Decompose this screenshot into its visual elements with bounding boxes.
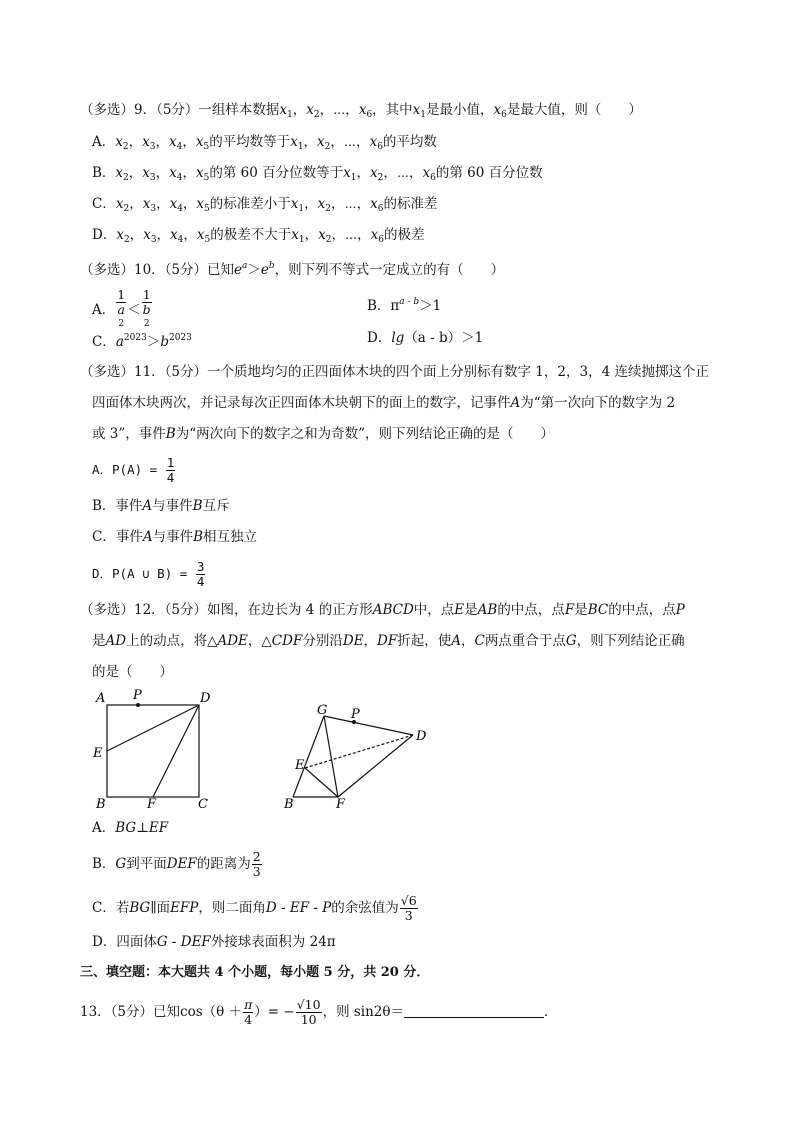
q9-stem: （多选）9．（5分）一组样本数据$x_1$，$x_2$，⋯，$x_6$，其中$x_1$是最小值，$x_6$是最大值，则（ ） xyxy=(80,102,642,120)
q12-option-a[interactable] xyxy=(92,818,168,838)
q12-figure-square xyxy=(88,686,218,812)
q11-b-mid: 与事件 xyxy=(152,498,193,514)
q12-a-expr: BG⊥EF xyxy=(115,820,169,836)
q11-c-end: 相互独立 xyxy=(203,529,258,545)
q10-b-label: B．π xyxy=(367,298,400,314)
q10-a-frac1: 1 a $^2$ xyxy=(117,287,126,329)
q12-line2h: 两点重合于点 xyxy=(484,633,566,649)
fig2-label-g: G xyxy=(317,703,328,718)
q13-answer-blank[interactable] xyxy=(404,1003,544,1018)
fig1-label-d: D xyxy=(200,691,211,706)
q10-option-a[interactable]: A． 1 a $^2$＜ 1 b $^2$ xyxy=(92,288,153,333)
q12-c-mid2: ，则二面角 xyxy=(198,900,266,916)
q9-d-label: D． xyxy=(92,227,117,243)
q11-b-end: 互斥 xyxy=(202,498,230,514)
q12-b-num: 2 xyxy=(252,849,261,864)
q11-c-label: C．事件 xyxy=(92,529,143,545)
q9-d-end: 的极差 xyxy=(384,227,425,243)
q9-a-label: A． xyxy=(92,134,116,150)
q11-a-num: 1 xyxy=(166,455,175,470)
fig2-label-b: B xyxy=(284,797,294,812)
q9-option-d[interactable]: D．$x_2$，$x_3$，$x_4$，$x_5$的极差不大于$x_1$，$x_2$，⋯，$x_6$的极差 xyxy=(92,227,425,245)
q10-b-exp: a - b xyxy=(399,297,420,307)
q11-option-d[interactable] xyxy=(92,556,206,592)
q9-a-mid: 的平均数等于 xyxy=(209,134,291,150)
q12-b-frac xyxy=(252,850,262,879)
q12-line2: 是AD上的动点，将△ADE，△CDF分别沿DE，DF折起，使A，C两点重合于点G，则下列结论正确 xyxy=(92,633,685,649)
q13-four: 4 xyxy=(244,1012,253,1027)
q13-tag: 13．（5分）已知cos（θ ＋ xyxy=(80,1004,243,1020)
q11-d-frac xyxy=(196,560,206,589)
q11-line1: （多选）11．（5分）一个质地均匀的正四面体木块的四个面上分别标有数字 1，2，3，4 连续抛掷这个正 xyxy=(80,364,709,380)
q11-d-num: 3 xyxy=(196,559,205,574)
q10-c-label: C． xyxy=(92,334,116,350)
q13-stem xyxy=(80,994,558,1030)
fig1-label-c: C xyxy=(198,797,208,812)
q11-c-mid: 与事件 xyxy=(152,529,194,545)
q12-c-num: √6 xyxy=(400,893,417,908)
q11-line3a: 或 3”，事件 xyxy=(92,426,166,442)
q10-option-c[interactable]: C．$a^{2023}>b^{2023}$ xyxy=(92,333,192,350)
q9-min-text: 是最小值， xyxy=(426,102,494,118)
q11-line3b: 为“两次向下的数字之和为奇数”，则下列结论正确的是（ ） xyxy=(175,426,555,442)
q12-line1e: 是 xyxy=(574,602,588,618)
q10-b-end: ＞1 xyxy=(419,298,442,314)
q11-option-c[interactable]: C．事件A与事件B相互独立 xyxy=(92,529,258,545)
q9-tag: （多选）9．（5分）一组样本数据 xyxy=(80,102,280,118)
q9-b-mid: 的第 60 百分位数等于 xyxy=(209,165,344,181)
q10-cond-end: ，则下列不等式一定成立的有（ ） xyxy=(274,262,505,278)
q11-a-den: 4 xyxy=(166,470,175,485)
q12-c-label: C．若 xyxy=(92,900,130,916)
q9-tail: ，其中 xyxy=(372,102,413,118)
q13-ask: ，则 sin2θ＝ xyxy=(322,1004,405,1020)
q12-line1d: 的中点，点 xyxy=(497,602,565,618)
fig1-label-e: E xyxy=(93,746,103,761)
q9-c-end: 的标准差 xyxy=(383,196,438,212)
q11-option-a[interactable] xyxy=(92,452,176,488)
q11-line2: 四面体木块两次，并记录每次正四面体木块朝下的面上的数字，记事件A为“第一次向下的数字为 2 xyxy=(92,395,676,411)
q11-a-label: A．P(A) = xyxy=(92,462,158,477)
q12-c-mid1: ∥面 xyxy=(150,900,171,916)
q12-line1c: 是 xyxy=(464,602,478,618)
q12-line1b: 中，点 xyxy=(413,602,455,618)
q10-a-label: A． xyxy=(92,302,116,318)
q13-end: ． xyxy=(544,1004,558,1020)
q12-option-c[interactable]: C．若BG∥面EFP，则二面角D - EF - P的余弦值为 $\frac{√6}{3}$ xyxy=(92,893,417,923)
q12-line2b: 上的动点，将△ xyxy=(126,633,218,649)
fig1-label-b: B xyxy=(96,797,106,812)
fig1-label-a: A xyxy=(96,691,106,706)
q12-d-label: D．四面体 xyxy=(92,934,157,950)
section-3-heading: 三、填空题：本大题共 4 个小题，每小题 5 分，共 20 分． xyxy=(80,965,430,980)
fig2-label-p: P xyxy=(351,707,360,722)
q9-option-c[interactable]: C．$x_2$，$x_3$，$x_4$，$x_5$的标准差小于$x_1$，$x_2$，⋯，$x_6$的标准差 xyxy=(92,196,438,214)
q11-d-label: D．P(A ∪ B) = xyxy=(92,566,188,581)
q13-close: ）= − xyxy=(254,1004,295,1020)
q12-b-end: 的距离为 xyxy=(196,856,251,872)
q12-option-d[interactable]: D．四面体G - DEF外接球表面积为 24π xyxy=(92,934,336,950)
q11-line2b: 为“第一次向下的数字为 2 xyxy=(520,395,676,411)
q13-value-frac xyxy=(296,998,322,1027)
q12-figure-tetrahedron xyxy=(278,698,438,814)
q12-d-end: 外接球表面积为 24π xyxy=(210,934,336,950)
q12-line1a: （多选）12．（5分）如图，在边长为 4 的正方形 xyxy=(80,602,373,618)
q9-d-mid: 的极差不大于 xyxy=(210,227,292,243)
q9-c-mid: 的标准差小于 xyxy=(209,196,291,212)
q12-line2a: 是 xyxy=(92,633,106,649)
q12-b-mid: 到平面 xyxy=(126,856,167,872)
q9-option-b[interactable]: B．$x_2$，$x_3$，$x_4$，$x_5$的第 60 百分位数等于$x_1$，$x_2$，⋯，$x_6$的第 60 百分位数 xyxy=(92,165,543,183)
q11-d-den: 4 xyxy=(196,574,205,589)
q11-option-b[interactable]: B．事件A与事件B互斥 xyxy=(92,498,230,514)
q9-b-label: B． xyxy=(92,165,116,181)
q11-line2a: 四面体木块两次，并记录每次正四面体木块朝下的面上的数字，记事件 xyxy=(92,395,511,411)
q12-line2e: ， xyxy=(363,633,378,649)
q10-stem: （多选）10．（5分）已知$e^a>e^b$，则下列不等式一定成立的有（ ） xyxy=(80,261,505,278)
q11-b-label: B．事件 xyxy=(92,498,143,514)
q12-line1f: 的中点，点 xyxy=(608,602,676,618)
q12-a-label: A． xyxy=(92,820,116,836)
q12-c-den: 3 xyxy=(404,908,413,923)
fig2-label-d: D xyxy=(416,729,427,744)
q10-c-exp-a: 2023 xyxy=(123,333,147,343)
q13-pi-frac xyxy=(243,998,253,1027)
q11-line3: 或 3”，事件B为“两次向下的数字之和为奇数”，则下列结论正确的是（ ） xyxy=(92,426,555,442)
q9-max-text: 是最大值，则（ ） xyxy=(506,102,642,118)
q12-line2g: ， xyxy=(460,633,475,649)
fig1-label-p: P xyxy=(133,688,142,703)
q9-a-end: 的平均数 xyxy=(382,134,437,150)
q12-c-frac xyxy=(400,894,418,923)
q12-line2c: ，△ xyxy=(247,633,272,649)
q10-tag: （多选）10．（5分）已知 xyxy=(80,262,235,278)
q12-line2d: 分别沿 xyxy=(302,633,343,649)
q13-den: 10 xyxy=(300,1012,317,1027)
q9-option-a[interactable]: A．$x_2$，$x_3$，$x_4$，$x_5$的平均数等于$x_1$，$x_2$，⋯，$x_6$的平均数 xyxy=(92,134,437,152)
fig2-label-f: F xyxy=(336,797,346,812)
q9-b-end: 的第 60 百分位数 xyxy=(435,165,543,181)
q12-b-label: B． xyxy=(92,856,116,872)
q10-option-b[interactable] xyxy=(367,292,441,316)
q13-pi: π xyxy=(244,997,253,1012)
q10-option-d[interactable] xyxy=(367,328,483,348)
fig2-label-e: E xyxy=(295,758,305,773)
q12-line2f: 折起，使 xyxy=(397,633,452,649)
q9-c-label: C． xyxy=(92,196,116,212)
q10-c-exp-b: 2023 xyxy=(168,333,192,343)
q11-a-frac xyxy=(166,456,176,485)
q10-d-lg: lg xyxy=(391,330,405,346)
fig1-label-f: F xyxy=(147,797,157,812)
q12-c-end: 的余弦值为 xyxy=(331,900,399,916)
q10-a-frac2: 1 b $^2$ xyxy=(142,287,151,329)
q10-d-label: D． xyxy=(367,330,392,346)
q12-line2i: ，则下列结论正确 xyxy=(576,633,685,649)
q13-num: √10 xyxy=(296,997,321,1012)
q12-b-den: 3 xyxy=(252,864,261,879)
q12-line1: （多选）12．（5分）如图，在边长为 4 的正方形ABCD中，点E是AB的中点，点F是BC的中点，点P xyxy=(80,602,685,618)
q12-line3: 的是（ ） xyxy=(92,664,173,680)
q12-option-b[interactable]: B．G到平面DEF的距离为 $\frac{2}{3}$ xyxy=(92,849,261,879)
q10-d-end: （a - b）＞1 xyxy=(404,330,484,346)
